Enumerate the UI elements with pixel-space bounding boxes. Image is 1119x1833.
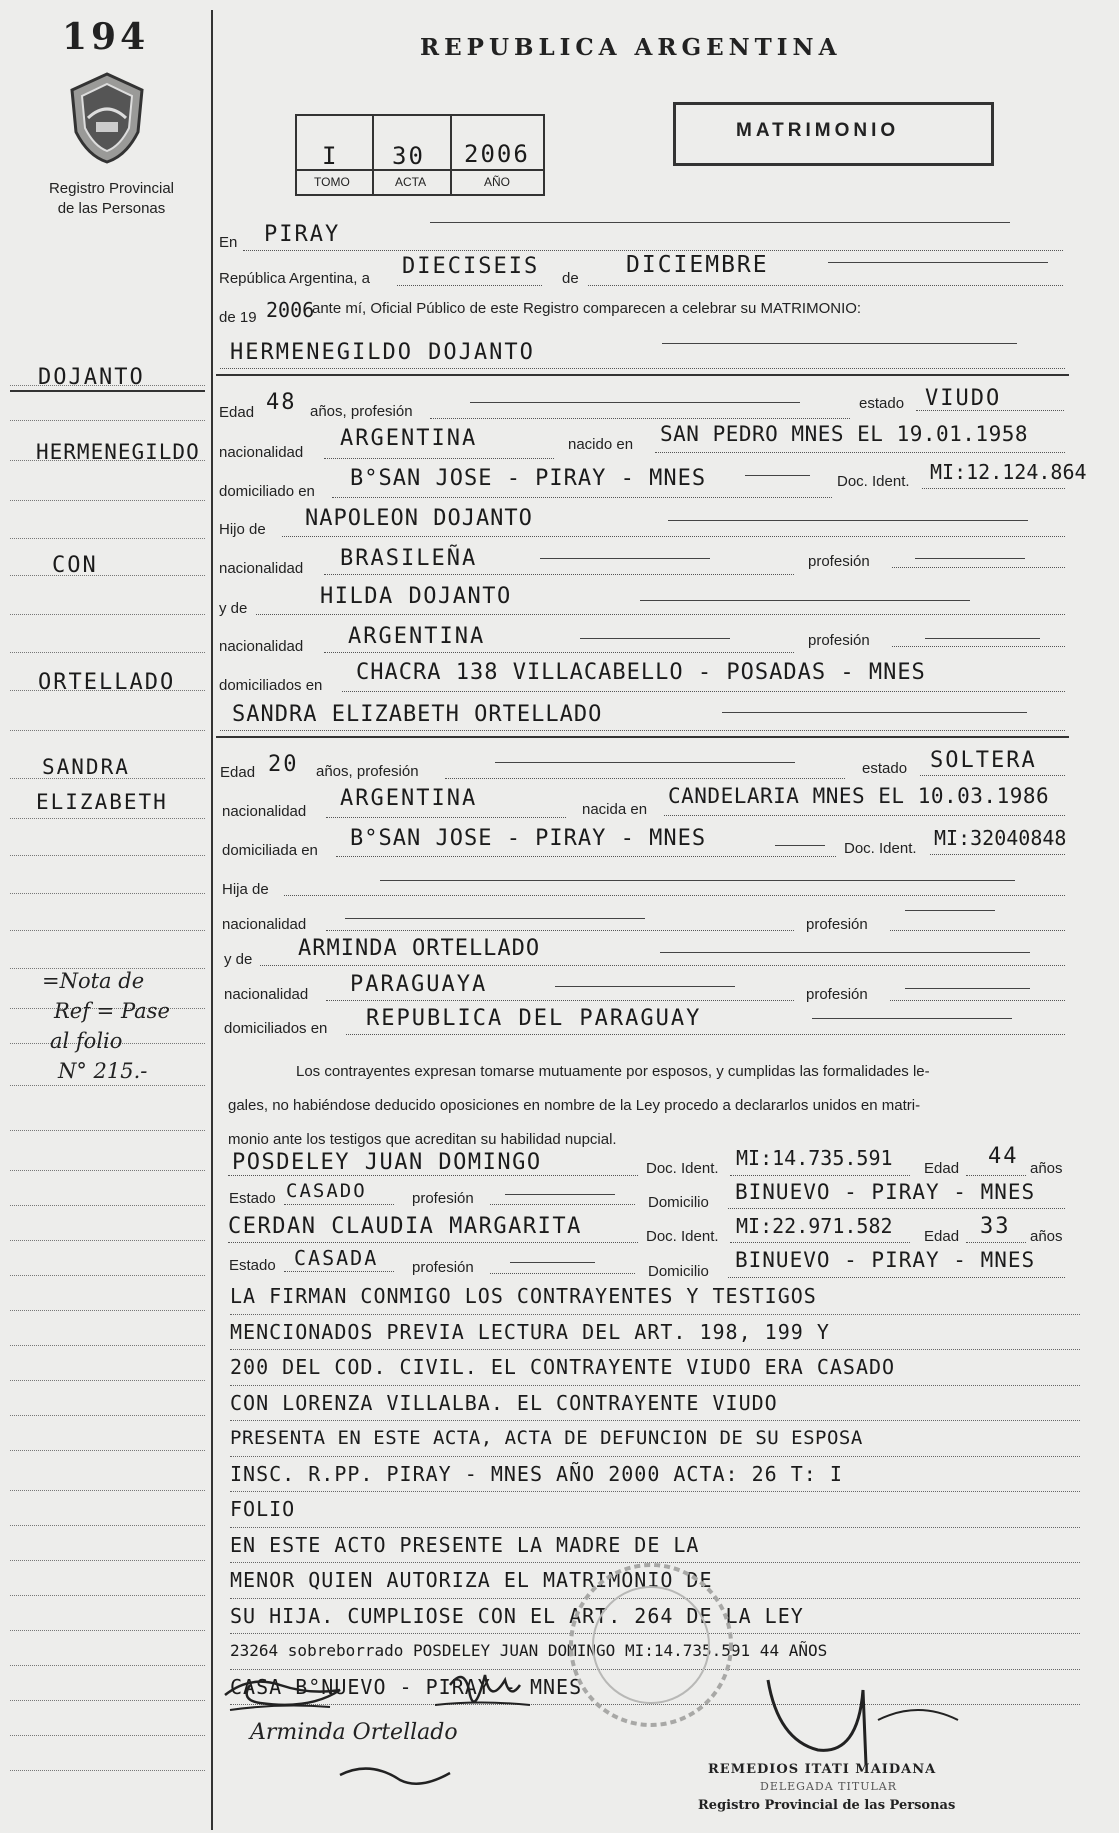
mother-nac-label: nacionalidad bbox=[219, 638, 304, 655]
day: DIECISEIS bbox=[402, 254, 540, 279]
rule bbox=[326, 817, 566, 818]
groom-edad: 48 bbox=[266, 390, 297, 415]
bride-edad: 20 bbox=[268, 752, 299, 777]
signature-text: Arminda Ortellado bbox=[250, 1720, 458, 1745]
witness1-doc: MI:14.735.591 bbox=[736, 1146, 893, 1170]
acta-value: 30 bbox=[392, 142, 425, 170]
sidebar-rule bbox=[10, 652, 205, 653]
sidebar-rule bbox=[10, 1310, 205, 1311]
father-nac-label: nacionalidad bbox=[219, 560, 304, 577]
witness2-estado: CASADA bbox=[294, 1246, 379, 1270]
profesion-label: profesión bbox=[808, 632, 870, 649]
rule bbox=[495, 762, 795, 763]
rule bbox=[220, 730, 1065, 731]
rule bbox=[220, 368, 1065, 369]
domicilio-label: domiciliada en bbox=[222, 842, 318, 859]
record-divider bbox=[450, 114, 452, 194]
sidebar-rule bbox=[10, 1130, 205, 1131]
rule bbox=[828, 262, 1048, 263]
rule bbox=[915, 558, 1025, 559]
rule bbox=[284, 895, 1065, 896]
doc-type: MATRIMONIO bbox=[736, 120, 900, 141]
anos-label: años bbox=[1030, 1160, 1063, 1177]
sidebar-rule bbox=[10, 1595, 205, 1596]
officer-name: REMEDIOS ITATI MAIDANA bbox=[708, 1762, 937, 1777]
rule bbox=[284, 1271, 394, 1272]
rule bbox=[243, 250, 1063, 251]
nacida-label: nacida en bbox=[582, 801, 648, 818]
tomo-value: I bbox=[322, 142, 339, 170]
rule bbox=[445, 778, 845, 779]
ano-value: 2006 bbox=[464, 140, 530, 168]
bride-estado: SOLTERA bbox=[930, 748, 1037, 773]
rule bbox=[728, 1277, 1065, 1278]
en-label: En bbox=[219, 234, 238, 251]
witness1-estado: CASADO bbox=[286, 1180, 367, 1202]
sidebar-rule bbox=[10, 1205, 205, 1206]
bride-nacida: CANDELARIA MNES EL 10.03.1986 bbox=[668, 784, 1050, 808]
rule bbox=[282, 536, 1065, 537]
note-line: N° 215.- bbox=[58, 1059, 148, 1083]
bride-nacionalidad: ARGENTINA bbox=[340, 786, 478, 811]
sidebar-underline bbox=[10, 390, 205, 392]
rule bbox=[722, 712, 1027, 713]
rule bbox=[342, 691, 1065, 692]
father-name: NAPOLEON DOJANTO bbox=[305, 506, 533, 531]
rule bbox=[228, 1242, 638, 1243]
groom-nacionalidad: ARGENTINA bbox=[340, 426, 478, 451]
margin-divider bbox=[211, 10, 213, 1830]
note-line: al folio bbox=[50, 1029, 123, 1053]
rule bbox=[324, 652, 794, 653]
bride-domicilio: B°SAN JOSE - PIRAY - MNES bbox=[350, 826, 707, 851]
declaration-line: monio ante los testigos que acreditan su habilidad nupcial. bbox=[228, 1131, 617, 1148]
sidebar-surname-2: ORTELLADO bbox=[38, 670, 176, 695]
note-line: LA FIRMAN CONMIGO LOS CONTRAYENTES Y TESTIGOS bbox=[230, 1279, 1080, 1315]
rule bbox=[655, 452, 1065, 453]
bride-doc: MI:32040848 bbox=[934, 826, 1067, 850]
rule bbox=[730, 1175, 910, 1176]
book-number: 194 bbox=[62, 16, 150, 58]
bride-father-nac-label: nacionalidad bbox=[222, 916, 307, 933]
nacionalidad-label: nacionalidad bbox=[219, 444, 304, 461]
groom-doc: MI:12.124.864 bbox=[930, 460, 1087, 484]
rule bbox=[490, 1204, 635, 1205]
declaration-line: gales, no habiéndose deducido oposiciones en nombre de la Ley procedo a declararlos unidos en matri- bbox=[228, 1097, 921, 1114]
rule bbox=[540, 558, 710, 559]
sidebar-rule bbox=[10, 575, 205, 576]
sidebar-connector: CON bbox=[52, 553, 98, 578]
note-line: =Nota de bbox=[42, 969, 145, 993]
rule bbox=[336, 856, 836, 857]
note-line: INSC. R.PP. PIRAY - MNES AÑO 2000 ACTA: 26 T: I bbox=[230, 1457, 1080, 1493]
sidebar-rule bbox=[10, 1170, 205, 1171]
estado-label: estado bbox=[859, 395, 905, 412]
rule bbox=[966, 1175, 1026, 1176]
rule bbox=[892, 567, 1065, 568]
sidebar-rule bbox=[10, 1275, 205, 1276]
doc-label: Doc. Ident. bbox=[844, 840, 917, 857]
sidebar-rule bbox=[10, 818, 205, 819]
rule bbox=[920, 775, 1065, 776]
rule bbox=[775, 845, 825, 846]
domicilio-label: Domicilio bbox=[648, 1194, 709, 1211]
note-line: PRESENTA EN ESTE ACTA, ACTA DE DEFUNCION DE SU ESPOSA bbox=[230, 1421, 1080, 1457]
declaration-line: Los contrayentes expresan tomarse mutuamente por esposos, y cumplidas las formalidades le- bbox=[296, 1063, 930, 1080]
rule bbox=[260, 965, 1065, 966]
nacionalidad-label: nacionalidad bbox=[222, 803, 307, 820]
bride-mother-name: ARMINDA ORTELLADO bbox=[298, 936, 541, 961]
witness1-edad: 44 bbox=[988, 1144, 1019, 1169]
sidebar-given-name: HERMENEGILDO bbox=[36, 440, 200, 464]
domicilio-label: domiciliado en bbox=[219, 483, 315, 500]
place: PIRAY bbox=[264, 222, 341, 247]
rule bbox=[662, 343, 1017, 344]
rule bbox=[925, 638, 1040, 639]
acta-label: ACTA bbox=[395, 175, 427, 189]
bride-name: SANDRA ELIZABETH ORTELLADO bbox=[232, 702, 603, 727]
rule bbox=[588, 285, 1063, 286]
rule bbox=[228, 1175, 638, 1176]
sidebar-rule bbox=[10, 538, 205, 539]
sidebar-rule bbox=[10, 1450, 205, 1451]
parents-domicilio: CHACRA 138 VILLACABELLO - POSADAS - MNES bbox=[356, 660, 926, 685]
sidebar-rule bbox=[10, 1735, 205, 1736]
hijo-label: Hijo de bbox=[219, 521, 266, 538]
rule bbox=[905, 988, 1030, 989]
note-line: EN ESTE ACTO PRESENTE LA MADRE DE LA bbox=[230, 1528, 1080, 1564]
note-line: MENOR QUIEN AUTORIZA EL MATRIMONIO DE bbox=[230, 1563, 1080, 1599]
sidebar-rule bbox=[10, 500, 205, 501]
profesion-label: profesión bbox=[808, 553, 870, 570]
witness2-doc: MI:22.971.582 bbox=[736, 1214, 893, 1238]
note-line: MENCIONADOS PREVIA LECTURA DEL ART. 198, 199 Y bbox=[230, 1315, 1080, 1351]
sidebar-rule bbox=[10, 614, 205, 615]
intro-sentence: ante mí, Oficial Público de este Registro comparecen a celebrar su MATRIMONIO: bbox=[312, 300, 862, 317]
sidebar-rule bbox=[10, 1560, 205, 1561]
sidebar-rule bbox=[10, 855, 205, 856]
parents-dom-label: domiciliados en bbox=[219, 677, 323, 694]
sidebar-rule bbox=[10, 1490, 205, 1491]
anos-profesion-label: años, profesión bbox=[310, 403, 413, 420]
rule bbox=[326, 1000, 794, 1001]
estado-label: Estado bbox=[229, 1257, 276, 1274]
rule bbox=[345, 918, 645, 919]
groom-name: HERMENEGILDO DOJANTO bbox=[230, 340, 535, 365]
doc-label: Doc. Ident. bbox=[646, 1160, 719, 1177]
estado-label: estado bbox=[862, 760, 908, 777]
edad-label: Edad bbox=[924, 1228, 960, 1245]
sidebar-rule bbox=[10, 1240, 205, 1241]
rule bbox=[346, 1034, 1065, 1035]
witness2-domicilio: BINUEVO - PIRAY - MNES bbox=[735, 1248, 1036, 1272]
tomo-label: TOMO bbox=[314, 175, 350, 189]
sidebar-rule bbox=[10, 1630, 205, 1631]
groom-nacido: SAN PEDRO MNES EL 19.01.1958 bbox=[660, 422, 1029, 446]
anos-profesion-label: años, profesión bbox=[316, 763, 419, 780]
witness2-edad: 33 bbox=[980, 1214, 1011, 1239]
note-line: 23264 sobreborrado POSDELEY JUAN DOMINGO MI:14.735.591 44 AÑOS bbox=[230, 1634, 1080, 1670]
doc-label: Doc. Ident. bbox=[646, 1228, 719, 1245]
profesion-label: profesión bbox=[806, 986, 868, 1003]
y-de-label: y de bbox=[224, 951, 253, 968]
note-line: FOLIO bbox=[230, 1492, 1080, 1528]
edad-label: Edad bbox=[219, 404, 255, 421]
nacido-label: nacido en bbox=[568, 436, 634, 453]
rule bbox=[668, 520, 1028, 521]
rule bbox=[510, 1262, 595, 1263]
edad-label: Edad bbox=[924, 1160, 960, 1177]
note-line: 200 DEL COD. CIVIL. EL CONTRAYENTE VIUDO ERA CASADO bbox=[230, 1350, 1080, 1386]
reference-note bbox=[42, 966, 170, 1086]
sidebar-rule bbox=[10, 1415, 205, 1416]
rule bbox=[922, 488, 1065, 489]
rule bbox=[580, 638, 730, 639]
month: DICIEMBRE bbox=[626, 252, 769, 278]
sidebar-rule bbox=[10, 893, 205, 894]
sidebar-rule bbox=[10, 1380, 205, 1381]
sidebar-name-2a: SANDRA bbox=[42, 755, 130, 779]
rule bbox=[505, 1194, 615, 1195]
sidebar-rule bbox=[10, 1345, 205, 1346]
mother-nacionalidad: ARGENTINA bbox=[348, 624, 486, 649]
sidebar-rule bbox=[10, 930, 205, 931]
rule bbox=[256, 614, 1065, 615]
sidebar-rule bbox=[10, 1525, 205, 1526]
rule bbox=[640, 600, 970, 601]
rule bbox=[664, 815, 1065, 816]
edad-label: Edad bbox=[220, 764, 256, 781]
year: 2006 bbox=[266, 298, 315, 322]
rule bbox=[470, 402, 800, 403]
rule bbox=[430, 418, 850, 419]
declaration-text bbox=[228, 1055, 1068, 1157]
witness1-domicilio: BINUEVO - PIRAY - MNES bbox=[735, 1180, 1036, 1204]
registry-line-2: de las Personas bbox=[57, 200, 166, 217]
republica-label: República Argentina, a bbox=[219, 270, 370, 287]
anos-label: años bbox=[1030, 1228, 1063, 1245]
father-nacionalidad: BRASILEÑA bbox=[340, 546, 478, 571]
rule bbox=[660, 952, 1030, 953]
officer-role: DELEGADA TITULAR bbox=[760, 1780, 897, 1793]
rule bbox=[745, 475, 810, 476]
sidebar-surname: DOJANTO bbox=[38, 365, 145, 390]
note-line: SU HIJA. CUMPLIOSE CON EL ART. 264 DE LA LEY bbox=[230, 1599, 1080, 1635]
domicilio-label: Domicilio bbox=[648, 1263, 709, 1280]
mother-name: HILDA DOJANTO bbox=[320, 584, 512, 609]
profesion-label: profesión bbox=[412, 1259, 474, 1276]
bride-parents-dom-label: domiciliados en bbox=[224, 1020, 328, 1037]
sidebar-rule bbox=[10, 1700, 205, 1701]
rule bbox=[905, 910, 995, 911]
witness1-name: POSDELEY JUAN DOMINGO bbox=[232, 1150, 542, 1175]
witness2-name: CERDAN CLAUDIA MARGARITA bbox=[228, 1214, 582, 1239]
doc-label: Doc. Ident. bbox=[837, 473, 910, 490]
rule bbox=[332, 497, 832, 498]
rule bbox=[380, 880, 1015, 881]
profesion-label: profesión bbox=[412, 1190, 474, 1207]
bride-parents-domicilio: REPUBLICA DEL PARAGUAY bbox=[366, 1006, 702, 1031]
y-de-label: y de bbox=[219, 600, 248, 617]
sidebar-rule bbox=[10, 730, 205, 731]
note-line: CON LORENZA VILLALBA. EL CONTRAYENTE VIUDO bbox=[230, 1386, 1080, 1422]
section-divider bbox=[216, 374, 1069, 376]
registry-name bbox=[24, 179, 199, 219]
bride-mother-nacionalidad: PARAGUAYA bbox=[350, 972, 488, 997]
record-divider bbox=[372, 114, 374, 194]
rule bbox=[555, 986, 735, 987]
rule bbox=[812, 1018, 1012, 1019]
sidebar-rule bbox=[10, 1665, 205, 1666]
rule bbox=[324, 458, 554, 459]
rule bbox=[324, 574, 794, 575]
sidebar-rule bbox=[10, 420, 205, 421]
ano-label: AÑO bbox=[484, 175, 511, 189]
rule bbox=[930, 854, 1065, 855]
note-line: CASA B°NUEVO - PIRAY - MNES bbox=[230, 1670, 1080, 1706]
rule bbox=[284, 1204, 394, 1205]
rule bbox=[966, 1242, 1026, 1243]
de-label: de bbox=[562, 270, 579, 287]
provincial-seal bbox=[66, 70, 148, 165]
bride-mother-nac-label: nacionalidad bbox=[224, 986, 309, 1003]
officer-registry: Registro Provincial de las Personas bbox=[698, 1798, 956, 1813]
rule bbox=[890, 1000, 1065, 1001]
groom-estado: VIUDO bbox=[925, 386, 1002, 411]
rule bbox=[397, 285, 542, 286]
rule bbox=[730, 1242, 910, 1243]
sidebar-name-2b: ELIZABETH bbox=[36, 790, 168, 814]
rule bbox=[728, 1208, 1065, 1209]
hija-label: Hija de bbox=[222, 881, 269, 898]
sidebar-rule bbox=[10, 1770, 205, 1771]
de19-label: de 19 bbox=[219, 309, 257, 326]
registry-line-1: Registro Provincial bbox=[48, 180, 175, 197]
rule bbox=[490, 1273, 635, 1274]
rule bbox=[326, 930, 794, 931]
country-title: REPUBLICA ARGENTINA bbox=[420, 34, 842, 61]
rule bbox=[890, 930, 1065, 931]
groom-domicilio: B°SAN JOSE - PIRAY - MNES bbox=[350, 466, 707, 491]
rule bbox=[892, 646, 1065, 647]
rule bbox=[430, 222, 1010, 223]
estado-label: Estado bbox=[229, 1190, 276, 1207]
section-divider bbox=[216, 736, 1069, 738]
note-line: Ref = Pase bbox=[54, 999, 170, 1023]
profesion-label: profesión bbox=[806, 916, 868, 933]
